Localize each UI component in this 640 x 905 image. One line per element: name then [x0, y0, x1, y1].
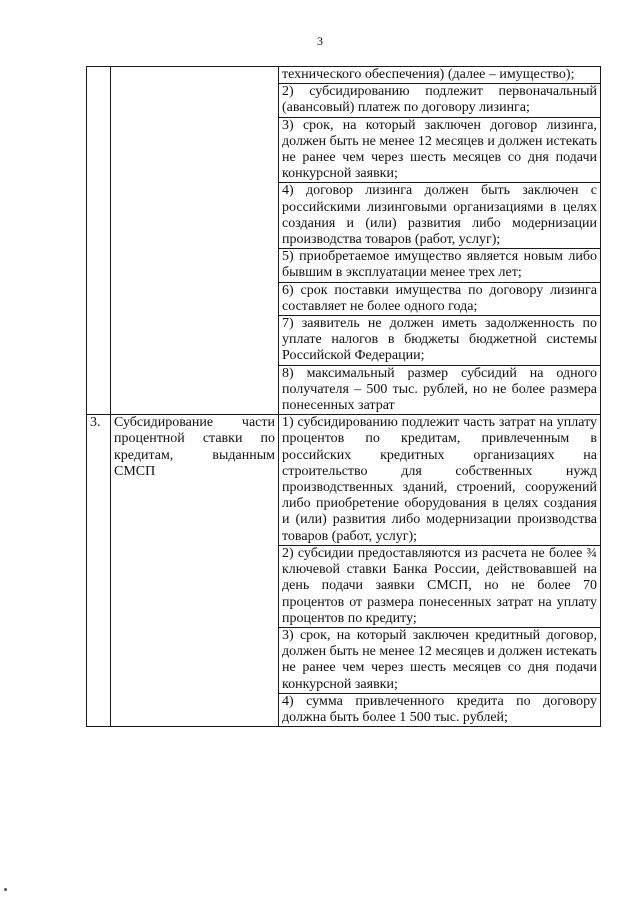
- condition-item: 3) срок, на который заключен кредитный договор, должен быть не менее 12 месяцев и должен истекать не ранее чем через шесть месяцев со дня подачи конкурсной заявки;: [279, 628, 600, 694]
- subsidy-name: Субсидирование части процентной ставки по кредитам, выданным СМСП: [111, 415, 279, 727]
- condition-item: 2) субсидии предоставляются из расчета не более ¾ ключевой ставки Банка России, действовавшей на день подачи заявки СМСП, но не более 70 процентов от размера понесенных затрат на уплату процентов по кредиту;: [279, 546, 600, 628]
- condition-item: 7) заявитель не должен иметь задолженность по уплате налогов в бюджеты бюджетной системы Российской Федерации;: [279, 316, 600, 366]
- condition-item: 1) субсидированию подлежит часть затрат на уплату процентов по кредитам, привлеченным в российских кредитных организациях на строительство для собственных нужд производственных зданий, строений, сооружений либо приобретение оборудования в целях создания и (или) развития либо модернизации производства товаров (работ, услуг);: [279, 415, 600, 546]
- condition-item: 8) максимальный размер субсидий на одного получателя – 500 тыс. рублей, но не более размера понесенных затрат: [282, 365, 597, 414]
- condition-item: 4) сумма привлеченного кредита по договору должна быть более 1 500 тыс. рублей;: [282, 693, 597, 725]
- scan-mark: [4, 888, 7, 891]
- table-row: [87, 67, 601, 415]
- condition-item: 3) срок, на который заключен договор лизинга, должен быть не менее 12 месяцев и должен истекать не ранее чем через шесть месяцев со дня подачи конкурсной заявки;: [279, 118, 600, 184]
- conditions-cell: [279, 415, 601, 727]
- condition-item: 4) договор лизинга должен быть заключен с российскими лизинговыми организациями в целях создания и (или) развития либо модернизации производства товаров (работ, услуг);: [279, 183, 600, 249]
- page-number: 3: [317, 34, 323, 48]
- condition-item: 5) приобретаемое имущество является новым либо бывшим в эксплуатации менее трех лет;: [279, 249, 600, 282]
- condition-item: 2) субсидированию подлежит первоначальный (авансовый) платеж по договору лизинга;: [279, 84, 600, 117]
- condition-item: 6) срок поставки имущества по договору лизинга составляет не более одного года;: [279, 283, 600, 316]
- row-number: [87, 67, 111, 415]
- subsidy-name: [111, 67, 279, 415]
- subsidy-table: [86, 66, 601, 727]
- conditions-cell: [279, 67, 601, 415]
- condition-item: технического обеспечения) (далее – имущество);: [279, 67, 600, 84]
- table-row: [87, 415, 601, 727]
- row-number: 3.: [87, 415, 111, 727]
